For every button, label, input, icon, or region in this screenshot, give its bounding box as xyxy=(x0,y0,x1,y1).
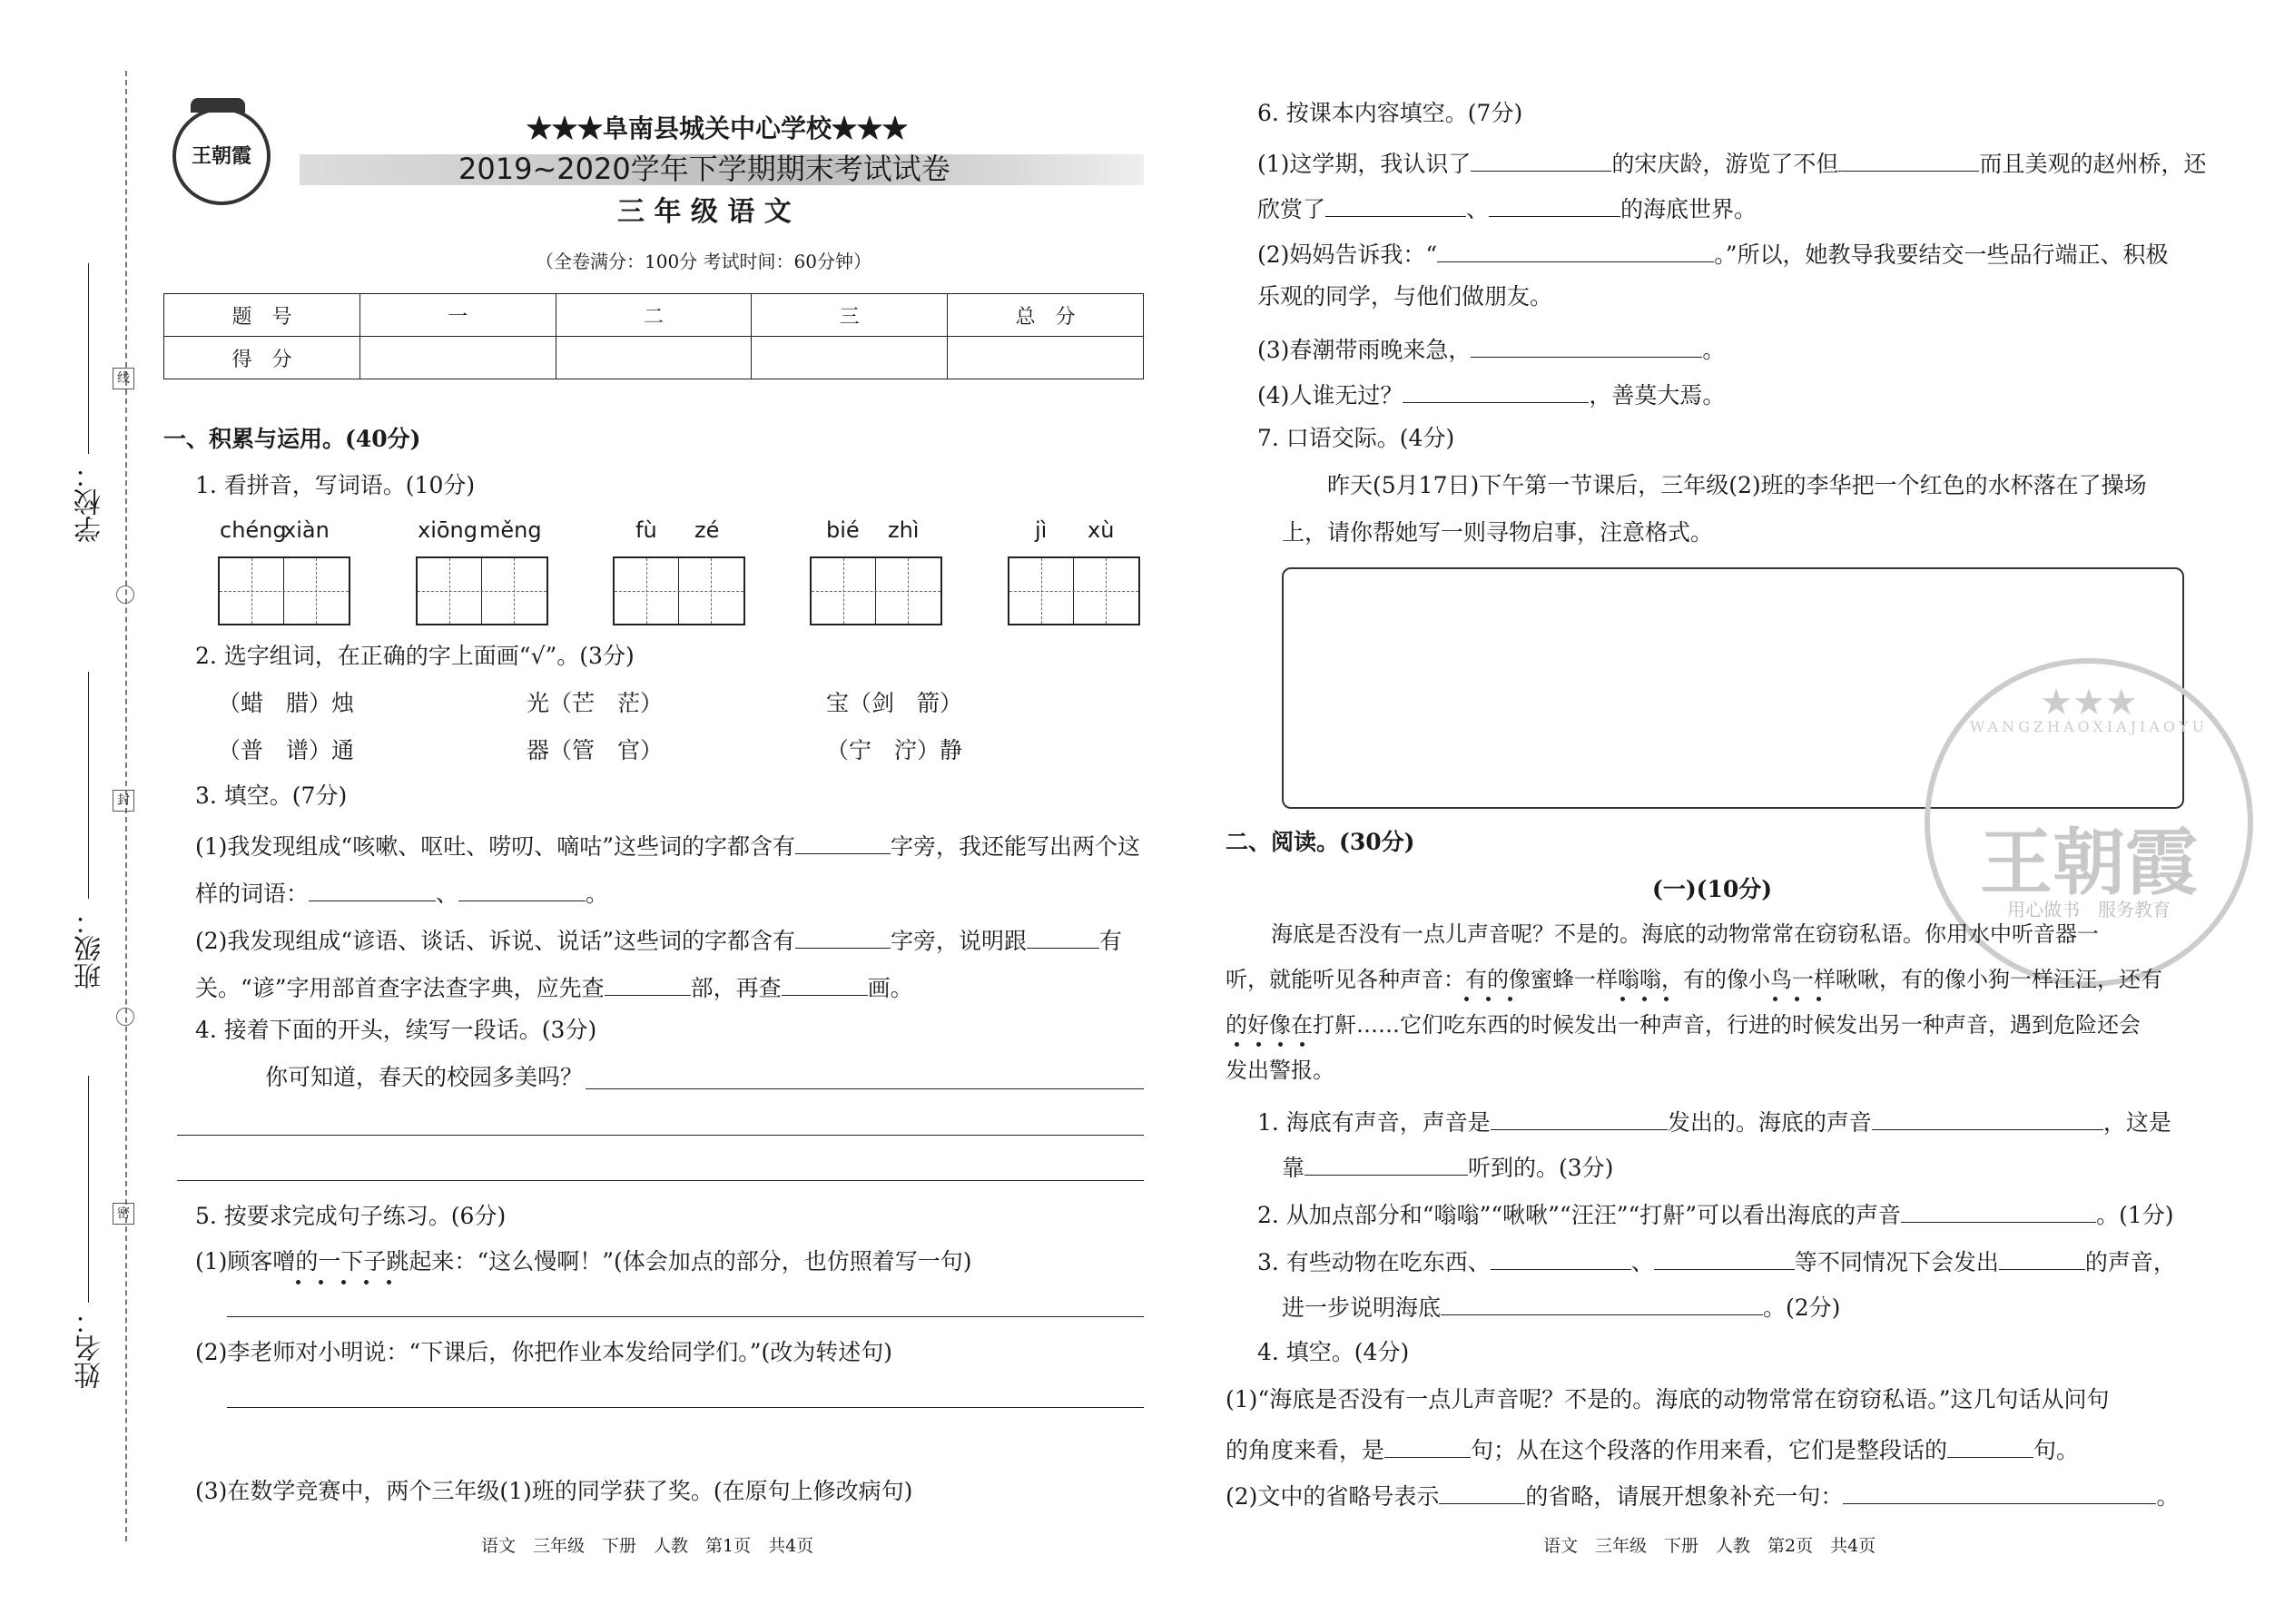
score-header: 题 号 xyxy=(164,294,360,337)
passage-line: 听，就能听见各种声音：有的像蜜蜂一样嗡嗡，有的像小鸟一样啾啾，有的像小狗一样汪汪，还有 xyxy=(1226,967,2162,992)
score-header: 一 xyxy=(359,294,556,337)
pinyin: fù xyxy=(635,517,657,543)
writing-line[interactable] xyxy=(227,1407,1144,1408)
writing-line[interactable] xyxy=(227,1316,1144,1317)
tianzige-box[interactable] xyxy=(810,556,942,625)
answer-blank[interactable] xyxy=(1471,147,1611,172)
section-2-title: 二、阅读。(30分) xyxy=(1226,829,1415,855)
answer-blank[interactable] xyxy=(1403,379,1589,403)
answer-blank[interactable] xyxy=(605,971,691,996)
score-table xyxy=(163,293,1144,379)
q6-1-line: (1)这学期，我认识了 的宋庆龄，游览了不但 而且美观的赵州桥，还 xyxy=(1257,147,2206,178)
answer-blank[interactable] xyxy=(1843,1480,2156,1504)
tianzige-box[interactable] xyxy=(613,556,745,625)
class-field[interactable] xyxy=(88,672,89,899)
emphasis-dot xyxy=(387,1280,391,1284)
emphasis-dot xyxy=(1300,1042,1305,1047)
subject-title: 三 年 级 语 文 xyxy=(617,196,792,228)
reading-q4-1: (1)“海底是否没有一点儿声音呢？不是的。海底的动物常常在窃窃私语。”这几句话从问句 xyxy=(1226,1386,2110,1412)
q6-2-line2: 乐观的同学，与他们做朋友。 xyxy=(1257,283,1553,310)
q5-1: (1)顾客噌的一下子跳起来：“这么慢啊！”(体会加点的部分，也仿照着写一句) xyxy=(195,1248,972,1275)
score-header: 二 xyxy=(556,294,752,337)
reading-1-title: (一)(10分) xyxy=(1652,876,1773,902)
pinyin: xù xyxy=(1088,517,1115,543)
score-cell[interactable] xyxy=(948,337,1144,379)
school-logo: 王朝霞 xyxy=(172,107,271,205)
answer-blank[interactable] xyxy=(1489,192,1620,217)
emphasis-dot xyxy=(1486,997,1491,1001)
name-field[interactable] xyxy=(88,1076,89,1303)
pinyin: xiōng xyxy=(418,517,478,543)
pinyin: xiàn xyxy=(283,517,330,543)
question-1: 1. 看拼音，写词语。(10分) xyxy=(195,472,476,498)
emphasis-dot xyxy=(1620,997,1625,1001)
q3-2-line: (2)我发现组成“谚语、谈话、诉说、说话”这些词的字都含有 字旁，说明跟 有 xyxy=(195,924,1122,955)
star-icon: ★★★ xyxy=(2040,682,2138,723)
q5-2: (2)李老师对小明说：“下课后，你把作业本发给同学们。”(改为转述句) xyxy=(195,1339,892,1365)
q5-3: (3)在数学竞赛中，两个三年级(1)班的同学获了奖。(在原句上修改病句) xyxy=(195,1478,913,1504)
emphasis-dot xyxy=(1464,997,1469,1001)
question-6: 6. 按课本内容填空。(7分) xyxy=(1257,100,1523,126)
watermark-seal: ★★★ 王朝霞 用心做书 服务教育 WANGZHAOXIAJIAOYU xyxy=(1925,658,2253,987)
word-choice[interactable]: 光（芒 茫） xyxy=(527,690,664,716)
writing-line[interactable] xyxy=(177,1180,1144,1181)
emphasis-dot xyxy=(319,1280,323,1284)
answer-blank[interactable] xyxy=(458,877,586,901)
section-1-title: 一、积累与运用。(40分) xyxy=(163,426,421,452)
score-cell[interactable] xyxy=(752,337,948,379)
question-5: 5. 按要求完成句子练习。(6分) xyxy=(195,1203,507,1229)
binding-hole-icon xyxy=(116,1008,134,1026)
score-header: 三 xyxy=(752,294,948,337)
word-choice[interactable]: 器（管 官） xyxy=(527,737,664,763)
word-choice[interactable]: （蜡 腊）烛 xyxy=(218,690,355,716)
q3-2-line2: 关。“谚”字用部首查字法查字典，应先查 部，再查 画。 xyxy=(195,971,913,1002)
word-choice[interactable]: （普 谱）通 xyxy=(218,737,355,763)
tianzige-box[interactable] xyxy=(416,556,548,625)
q6-3-line: (3)春潮带雨晚来急， 。 xyxy=(1257,333,1725,364)
reading-q3: 3. 有些动物在吃东西、 、 等不同情况下会发出 的声音， xyxy=(1257,1245,2176,1276)
answer-blank[interactable] xyxy=(309,877,436,901)
school-name: ★★★阜南县城关中心学校★★★ xyxy=(527,113,909,143)
pinyin: zé xyxy=(694,517,720,543)
score-row-label: 得 分 xyxy=(164,337,360,379)
score-cell[interactable] xyxy=(359,337,556,379)
answer-blank[interactable] xyxy=(1654,1245,1795,1270)
q7-text: 上，请你帮她写一则寻物启事，注意格式。 xyxy=(1282,519,1714,546)
pinyin: chéng xyxy=(220,517,287,543)
passage-line: 发出警报。 xyxy=(1226,1058,1334,1083)
question-7: 7. 口语交际。(4分) xyxy=(1257,425,1455,451)
q7-text: 昨天(5月17日)下午第一节课后，三年级(2)班的李华把一个红色的水杯落在了操场 xyxy=(1327,472,2147,498)
q3-1-line: (1)我发现组成“咳嗽、呕吐、唠叨、嘀咕”这些词的字都含有 字旁，我还能写出两个这 xyxy=(195,830,1140,861)
score-header: 总 分 xyxy=(948,294,1144,337)
q3-1-line2: 样的词语： 、 。 xyxy=(195,877,608,908)
answer-blank[interactable] xyxy=(1305,1151,1468,1176)
question-3: 3. 填空。(7分) xyxy=(195,782,348,809)
answer-blank[interactable] xyxy=(1027,924,1099,949)
reading-q4: 4. 填空。(4分) xyxy=(1257,1339,1410,1365)
q6-1-line2: 欣赏了 、 的海底世界。 xyxy=(1257,192,1757,223)
mi-tag: 密 xyxy=(113,1203,134,1225)
tianzige-box[interactable] xyxy=(218,556,350,625)
writing-line[interactable] xyxy=(177,1135,1144,1136)
emphasis-dot xyxy=(1508,997,1512,1001)
pinyin: jì xyxy=(1035,517,1048,543)
reading-q2: 2. 从加点部分和“嗡嗡”“啾啾”“汪汪”“打鼾”可以看出海底的声音 。(1分) xyxy=(1257,1198,2173,1229)
exam-info: （全卷满分：100分 考试时间：60分钟） xyxy=(536,251,871,272)
answer-blank[interactable] xyxy=(1471,333,1702,358)
emphasis-dot xyxy=(341,1280,346,1284)
answer-blank[interactable] xyxy=(1491,1245,1631,1270)
emphasis-dot xyxy=(1816,997,1821,1001)
answer-blank[interactable] xyxy=(1872,1106,2103,1130)
pinyin: bié xyxy=(826,517,860,543)
emphasis-dot xyxy=(296,1280,300,1284)
question-2: 2. 选字组词，在正确的字上面画“√”。(3分) xyxy=(195,643,635,669)
emphasis-dot xyxy=(364,1280,369,1284)
feng-tag: 封 xyxy=(113,790,134,812)
emphasis-dot xyxy=(1773,997,1777,1001)
answer-blank[interactable] xyxy=(1999,1245,2085,1270)
answer-blank[interactable] xyxy=(1947,1433,2033,1458)
school-field[interactable] xyxy=(88,263,89,454)
passage-line: 的好像在打鼾……它们吃东西的时候发出一种声音，行进的时候发出另一种声音，遇到危险还会 xyxy=(1226,1012,2141,1038)
answer-blank[interactable] xyxy=(1491,1106,1668,1130)
answer-blank[interactable] xyxy=(1437,238,1714,262)
tianzige-box[interactable] xyxy=(1008,556,1140,625)
reading-q3-line2: 进一步说明海底 。(2分) xyxy=(1282,1291,1840,1322)
passage-line: 海底是否没有一点儿声音呢？不是的。海底的动物常常在窃窃私语。你用水中听音器一 xyxy=(1271,921,2099,947)
exam-title: 2019~2020学年下学期期末考试试卷 xyxy=(458,152,950,186)
reading-q1-line2: 靠 听到的。(3分) xyxy=(1282,1151,1613,1182)
answer-blank[interactable] xyxy=(1384,1433,1471,1458)
word-choice[interactable]: （宁 泞）静 xyxy=(826,737,963,763)
word-choice[interactable]: 宝（剑 箭） xyxy=(826,690,963,716)
crown-icon xyxy=(191,98,245,113)
answer-blank[interactable] xyxy=(1439,1480,1525,1504)
pinyin: zhì xyxy=(888,517,920,543)
emphasis-dot xyxy=(1235,1042,1239,1047)
emphasis-dot xyxy=(1278,1042,1283,1047)
writing-line[interactable] xyxy=(586,1088,1144,1089)
emphasis-dot xyxy=(1642,997,1647,1001)
answer-blank[interactable] xyxy=(795,924,891,949)
answer-blank[interactable] xyxy=(782,971,868,996)
answer-blank[interactable] xyxy=(1838,147,1979,172)
name-label: 姓名： xyxy=(74,1307,106,1389)
binding-hole-icon xyxy=(116,586,134,604)
emphasis-dot xyxy=(1795,997,1799,1001)
answer-blank[interactable] xyxy=(795,830,891,854)
reading-q4-2: (2)文中的省略号表示 的省略，请展开想象补充一句： 。 xyxy=(1226,1480,2179,1511)
left-footer: 语文 三年级 下册 人教 第1页 共4页 xyxy=(481,1536,814,1556)
answer-blank[interactable] xyxy=(1901,1198,2096,1223)
right-footer: 语文 三年级 下册 人教 第2页 共4页 xyxy=(1543,1536,1876,1556)
emphasis-dot xyxy=(1256,1042,1261,1047)
q6-2-line: (2)妈妈告诉我：“ 。”所以，她教导我要结交一些品行端正、积极 xyxy=(1257,238,2169,269)
question-4: 4. 接着下面的开头，续写一段话。(3分) xyxy=(195,1017,597,1043)
xian-tag: 线 xyxy=(113,368,134,389)
school-label: 学校： xyxy=(74,461,106,543)
pinyin: měng xyxy=(479,517,542,543)
q4-start: 你可知道，春天的校园多美吗？ xyxy=(265,1064,584,1090)
class-label: 班级： xyxy=(74,908,106,989)
score-cell[interactable] xyxy=(556,337,752,379)
answer-blank[interactable] xyxy=(1325,192,1466,217)
answer-blank[interactable] xyxy=(1441,1291,1763,1315)
emphasis-dot xyxy=(1664,997,1669,1001)
reading-q4-1-line2: 的角度来看，是 句；从在这个段落的作用来看，它们是整段话的 句。 xyxy=(1226,1433,2079,1464)
q6-4-line: (4)人谁无过？ ，善莫大焉。 xyxy=(1257,379,1725,409)
reading-q1: 1. 海底有声音，声音是 发出的。海底的声音 ，这是 xyxy=(1257,1106,2171,1137)
